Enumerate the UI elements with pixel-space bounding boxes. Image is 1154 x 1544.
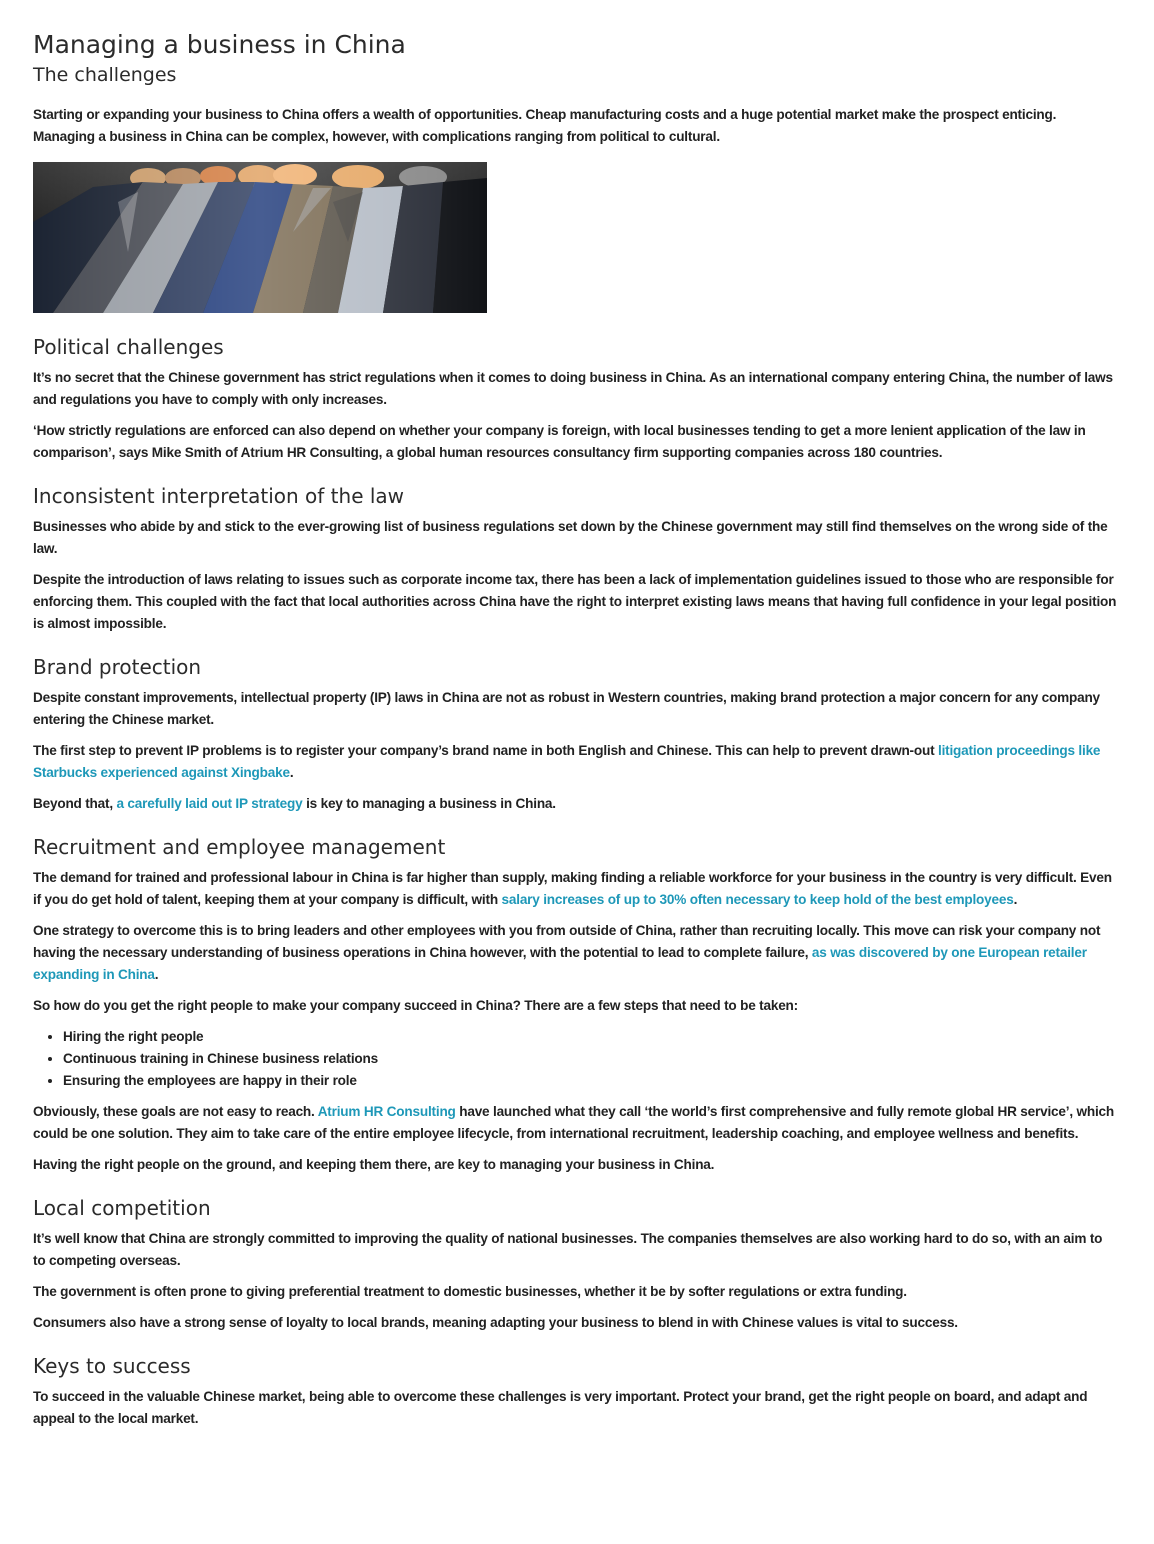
atrium-hr-link[interactable]: Atrium HR Consulting (317, 1104, 456, 1119)
page-title: Managing a business in China (33, 30, 406, 59)
competition-paragraph-1: It’s well know that China are strongly committed to improving the quality of national businesses. The companies themselves are also working hard to do so, with an aim to to competing overseas. (33, 1231, 1103, 1268)
competition-paragraph-2: The government is often prone to giving preferential treatment to domestic businesses, whether it be by softer regulations or extra funding. (33, 1284, 907, 1299)
brand-paragraph-1: Despite constant improvements, intellectual property (IP) laws in China are not as robust in Western countries, making brand protection a major concern for any company entering the Chinese market. (33, 690, 1100, 727)
brand-paragraph-3-end: is key to managing a business in China. (302, 796, 556, 811)
steps-list (33, 1026, 1118, 1092)
section-heading-law: Inconsistent interpretation of the law (33, 484, 405, 508)
brand-paragraph-2 (33, 740, 1118, 784)
brand-paragraph-2-text: The first step to prevent IP problems is to register your company’s brand name in both English and Chinese. This can help to prevent drawn-out (33, 743, 938, 758)
recruitment-paragraph-1-text: The demand for trained and professional labour in China is far higher than supply, making finding a reliable workforce for your business in the country is very difficult. Even if you do get hold of talent, keeping them at your company is difficult, with (33, 870, 1112, 907)
success-paragraph-1: To succeed in the valuable Chinese market, being able to overcome these challenges is very important. Protect your brand, get the right people on board, and adapt and appeal to the local market. (33, 1389, 1088, 1426)
recruitment-paragraph-2-text: One strategy to overcome this is to bring leaders and other employees with you from outside of China, rather than recruiting locally. This move can risk your company not having the necessary understanding of business operations in China however, with the potential to lead to complete failure, (33, 923, 1101, 960)
intro-paragraph: Starting or expanding your business to China offers a wealth of opportunities. Cheap manufacturing costs and a huge potential market make the prospect enticing. Managing a business in China can be complex, however, with complications ranging from political to cultural. (33, 107, 1057, 144)
page-subtitle: The challenges (33, 64, 177, 86)
salary-increases-link[interactable]: salary increases of up to 30% often necessary to keep hold of the best employees (501, 892, 1014, 907)
recruitment-paragraph-4-end: have launched what they call ‘the world’s first comprehensive and fully remote global HR service’, which could be one solution. They aim to take care of the entire employee lifecycle, from international recruitment, leadership coaching, and employee wellness and benefits. (33, 1104, 1115, 1141)
recruitment-paragraph-1-end: . (1013, 892, 1018, 907)
recruitment-paragraph-3: So how do you get the right people to make your company succeed in China? There are a few steps that need to be taken: (33, 998, 798, 1013)
suits-on-hangers-image (33, 162, 487, 313)
recruitment-paragraph-2 (33, 920, 1118, 986)
list-item: • Hiring the right people (63, 1026, 1118, 1048)
section-heading-competition: Local competition (33, 1196, 211, 1220)
ip-strategy-link[interactable]: a carefully laid out IP strategy (116, 796, 303, 811)
article (33, 28, 1118, 1439)
section-heading-political: Political challenges (33, 335, 224, 359)
brand-paragraph-2-end: . (289, 765, 294, 780)
section-heading-success: Keys to success (33, 1354, 191, 1378)
list-item: • Continuous training in Chinese business relations (63, 1048, 1118, 1070)
brand-paragraph-3 (33, 793, 1118, 815)
political-paragraph-2: ‘How strictly regulations are enforced can also depend on whether your company is foreign, with local businesses tending to get a more lenient application of the law in comparison’, says Mike Smith of Atrium HR Consulting, a global human resources consultancy firm supporting companies across 180 countries. (33, 423, 1086, 460)
section-heading-recruitment: Recruitment and employee management (33, 835, 446, 859)
recruitment-paragraph-1 (33, 867, 1118, 911)
recruitment-paragraph-4-text: Obviously, these goals are not easy to reach. (33, 1104, 318, 1119)
brand-paragraph-3-text: Beyond that, (33, 796, 117, 811)
political-paragraph-1: It’s no secret that the Chinese government has strict regulations when it comes to doing business in China. As an international company entering China, the number of laws and regulations you have to comply with only increases. (33, 370, 1113, 407)
section-heading-brand: Brand protection (33, 655, 202, 679)
competition-paragraph-3: Consumers also have a strong sense of loyalty to local brands, meaning adapting your business to blend in with Chinese values is vital to success. (33, 1315, 958, 1330)
european-retailer-link[interactable]: as was discovered by one European retailer expanding in China (33, 945, 1087, 982)
list-item: • Ensuring the employees are happy in their role (63, 1070, 1118, 1092)
starbucks-litigation-link[interactable]: litigation proceedings like Starbucks experienced against Xingbake (33, 743, 1101, 780)
recruitment-paragraph-2-end: . (154, 967, 159, 982)
law-paragraph-2: Despite the introduction of laws relating to issues such as corporate income tax, there has been a lack of implementation guidelines issued to those who are responsible for enforcing them. This coupled with the fact that local authorities across China have the right to interpret existing laws means that having full confidence in your legal position is almost impossible. (33, 572, 1117, 631)
recruitment-paragraph-4 (33, 1101, 1118, 1145)
recruitment-paragraph-5: Having the right people on the ground, and keeping them there, are key to managing your business in China. (33, 1157, 715, 1172)
law-paragraph-1: Businesses who abide by and stick to the ever-growing list of business regulations set down by the Chinese government may still find themselves on the wrong side of the law. (33, 519, 1108, 556)
